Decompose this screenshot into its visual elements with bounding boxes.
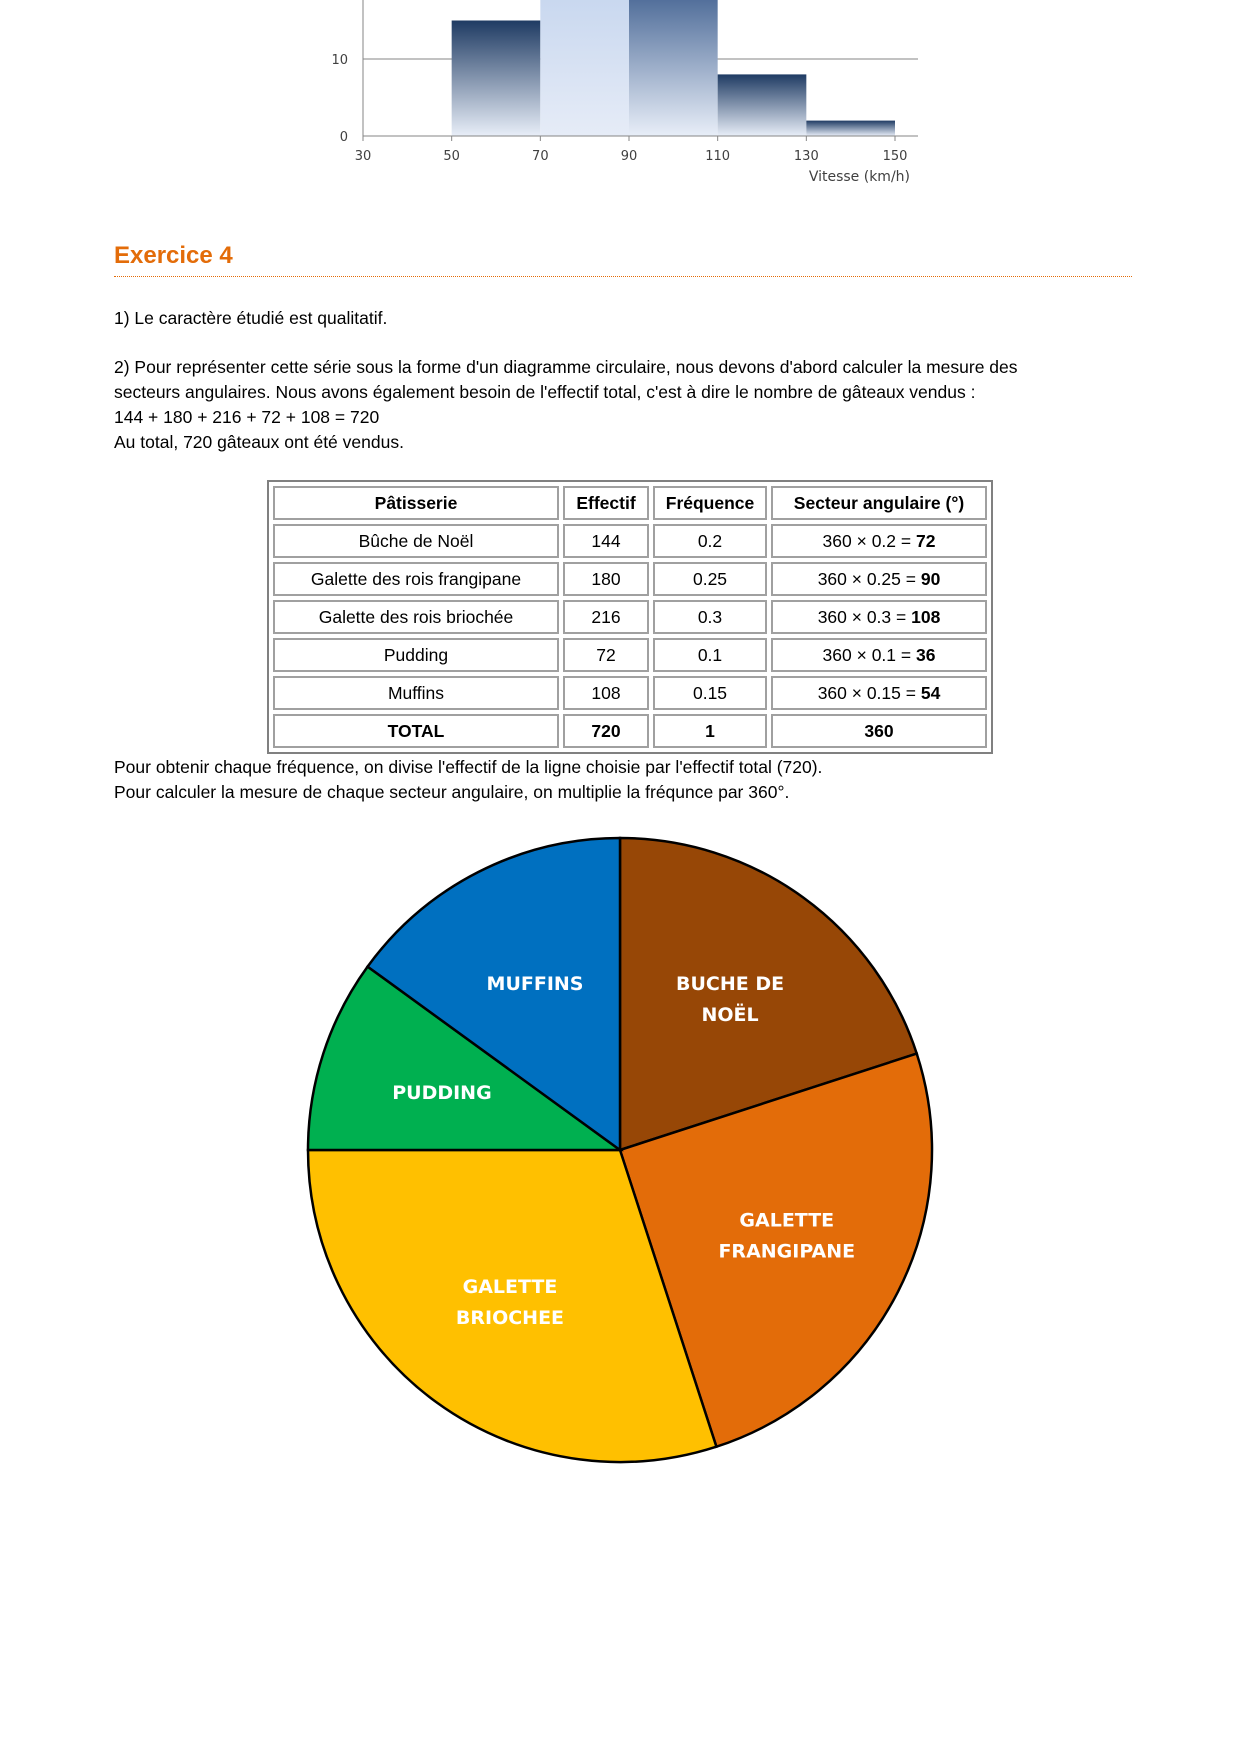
- cell-patisserie: Galette des rois frangipane: [273, 562, 559, 596]
- question-2-paragraph: [114, 355, 1018, 455]
- table-row: [273, 638, 987, 672]
- x-tick-label: 70: [532, 149, 549, 164]
- cell-patisserie: Bûche de Noël: [273, 524, 559, 558]
- table-row: [273, 562, 987, 596]
- cell-secteur: [771, 524, 987, 558]
- cell-effectif: 72: [563, 638, 649, 672]
- table-row: [273, 600, 987, 634]
- cell-frequence: 0.3: [653, 600, 767, 634]
- x-tick-label: 110: [705, 149, 731, 164]
- pie-slice-label: PUDDING: [392, 1082, 492, 1105]
- y-tick-label: 10: [331, 53, 348, 68]
- pie-slice-label: FRANGIPANE: [718, 1240, 856, 1263]
- header-patisserie: Pâtisserie: [273, 486, 559, 520]
- secteur-result: 54: [920, 682, 941, 703]
- histogram-bar: [452, 21, 541, 137]
- histogram-chart: [0, 0, 1240, 200]
- secteur-calc: 360 × 0.1 =: [822, 644, 916, 665]
- cell-secteur: [771, 638, 987, 672]
- secteur-result: 108: [911, 606, 941, 627]
- q2-line: Au total, 720 gâteaux ont été vendus.: [114, 432, 404, 452]
- explanation-line: Pour calculer la mesure de chaque secteur angulaire, on multiplie la fréqunce par 360°.: [114, 782, 790, 802]
- x-tick-label: 50: [443, 149, 460, 164]
- pie-slice-label: MUFFINS: [486, 973, 584, 996]
- header-secteur: Secteur angulaire (°): [771, 486, 987, 520]
- secteur-result: 90: [920, 568, 941, 589]
- y-tick-label: 0: [339, 130, 348, 145]
- cell-total-secteur: 360: [771, 714, 987, 748]
- pie-slice-label: BUCHE DE: [675, 973, 785, 996]
- cell-secteur: [771, 676, 987, 710]
- exercise-title: Exercice 4: [114, 242, 233, 269]
- pie-slice-label: NOËL: [701, 1004, 759, 1027]
- table-total-row: [273, 714, 987, 748]
- cell-frequence: 0.2: [653, 524, 767, 558]
- explanation-paragraph: [114, 755, 822, 805]
- cell-effectif: 108: [563, 676, 649, 710]
- histogram-bar: [718, 74, 807, 136]
- cell-total-frequence: 1: [653, 714, 767, 748]
- pie-chart: [290, 820, 950, 1480]
- cell-patisserie: Galette des rois briochée: [273, 600, 559, 634]
- histogram-bar: [540, 0, 629, 136]
- x-axis-label: Vitesse (km/h): [808, 169, 910, 185]
- table-header-row: [273, 486, 987, 520]
- header-frequence: Fréquence: [653, 486, 767, 520]
- header-effectif: Effectif: [563, 486, 649, 520]
- secteur-calc: 360 × 0.3 =: [817, 606, 912, 627]
- cell-secteur: [771, 562, 987, 596]
- x-tick-label: 130: [793, 149, 819, 164]
- cell-total-effectif: 720: [563, 714, 649, 748]
- pie-slice-label: BRIOCHEE: [455, 1306, 565, 1329]
- cell-effectif: 144: [563, 524, 649, 558]
- cell-patisserie: Muffins: [273, 676, 559, 710]
- table-row: [273, 524, 987, 558]
- secteur-result: 36: [915, 644, 936, 665]
- secteur-calc: 360 × 0.2 =: [822, 530, 916, 551]
- x-tick-label: 30: [354, 149, 372, 164]
- question-1-text: 1) Le caractère étudié est qualitatif.: [114, 308, 388, 328]
- table-row: [273, 676, 987, 710]
- frequency-table: [267, 480, 993, 754]
- histogram-bar: [629, 0, 718, 136]
- cell-frequence: 0.1: [653, 638, 767, 672]
- pie-slice-label: GALETTE: [739, 1209, 835, 1232]
- cell-frequence: 0.15: [653, 676, 767, 710]
- x-tick-label: 90: [620, 149, 638, 164]
- cell-effectif: 180: [563, 562, 649, 596]
- pie-slice-label: GALETTE: [462, 1275, 558, 1298]
- q2-line: secteurs angulaires. Nous avons également besoin de l'effectif total, c'est à dire le nombre de gâteaux vendus :: [114, 382, 976, 402]
- explanation-line: Pour obtenir chaque fréquence, on divise l'effectif de la ligne choisie par l'effectif total (720).: [114, 757, 823, 777]
- secteur-calc: 360 × 0.25 =: [817, 568, 921, 589]
- secteur-result: 72: [915, 530, 936, 551]
- secteur-calc: 360 × 0.15 =: [817, 682, 921, 703]
- q2-line: 144 + 180 + 216 + 72 + 108 = 720: [114, 407, 380, 427]
- cell-total-label: TOTAL: [273, 714, 559, 748]
- cell-effectif: 216: [563, 600, 649, 634]
- frequency-table-wrapper: [267, 480, 993, 754]
- cell-frequence: 0.25: [653, 562, 767, 596]
- x-tick-label: 150: [882, 149, 908, 164]
- cell-secteur: [771, 600, 987, 634]
- histogram-bar: [806, 121, 895, 136]
- title-divider: [114, 276, 1132, 277]
- q2-line: 2) Pour représenter cette série sous la forme d'un diagramme circulaire, nous devons d'abord calculer la mesure des: [114, 357, 1018, 377]
- cell-patisserie: Pudding: [273, 638, 559, 672]
